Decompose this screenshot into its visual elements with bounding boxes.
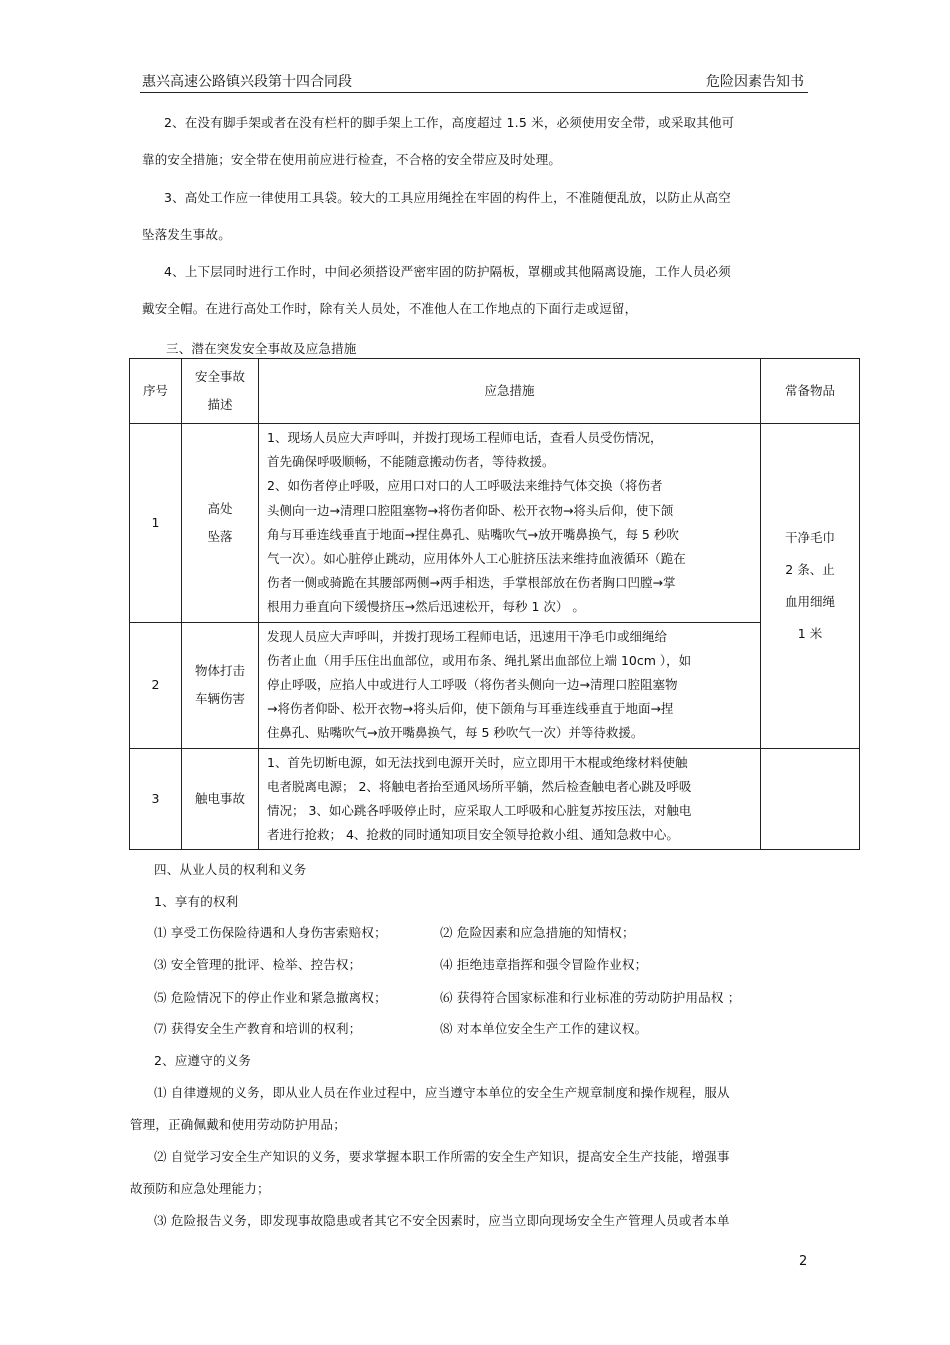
accident-description — [182, 424, 259, 623]
duty-line: ⑴ 自律遵规的义务，即从业人员在作业过程中，应当遵守本单位的安全生产规章制度和操作规程，服从 — [154, 1085, 730, 1100]
accident-description-line: 物体打击 — [194, 663, 245, 679]
measure-line: 气一次）。如心脏停止跳动，应用体外人工心脏挤压法来维持血液循环（跪在 — [267, 551, 686, 567]
measure-line: 伤者止血（用手压住出血部位，或用布条、绳扎紧出血部位上端 10cm ），如 — [267, 652, 692, 668]
accident-description-line: 车辆伤害 — [194, 691, 245, 707]
measure-line: 发现人员应大声呼叫，并拨打现场工程师电话，迅速用干净毛巾或细绳给 — [267, 628, 668, 644]
intro-line: 3、高处工作应一律使用工具袋。较大的工具应用绳拴在牢固的构件上，不准随便乱放，以防止从高空 — [164, 190, 731, 205]
intro-line: 坠落发生事故。 — [142, 227, 231, 242]
right-item: ⑶ 安全管理的批评、检举、控告权； — [154, 957, 362, 972]
measure-line: 根用力垂直向下缓慢挤压→然后迅速松开，每秒 1 次） 。 — [267, 599, 585, 615]
measure-line: 角与耳垂连线垂直于地面→捏住鼻孔、贴嘴吹气→放开嘴鼻换气，每 5 秒吹 — [267, 526, 679, 542]
standby-supplies — [761, 424, 860, 749]
measure-line: →将伤者仰卧、松开衣物→将头后仰，使下颌角与耳垂连线垂直于地面→捏 — [267, 701, 674, 717]
supplies-line: 2 条、止 — [785, 561, 835, 577]
supplies-line: 干净毛巾 — [784, 529, 835, 545]
accident-description-line: 高处 — [207, 500, 233, 516]
intro-line: 2、在没有脚手架或者在没有栏杆的脚手架上工作，高度超过 1.5 米，必须使用安全带，或采取其他可 — [164, 115, 735, 130]
measure-line: 1、首先切断电源，如无法找到电源开关时，应立即用干木棍或绝缘材料使触 — [267, 754, 688, 770]
measure-line: 1、现场人员应大声呼叫，并拨打现场工程师电话，查看人员受伤情况， — [267, 430, 663, 445]
section-title: 三、潜在突发安全事故及应急措施 — [166, 341, 357, 356]
accident-description — [182, 622, 259, 748]
col-header-desc — [182, 359, 259, 424]
row-number: 3 — [130, 748, 182, 850]
col-header-desc-line1: 安全事故 — [194, 369, 245, 384]
col-header-desc-line2: 描述 — [207, 397, 233, 412]
duty-line: ⑶ 危险报告义务，即发现事故隐患或者其它不安全因素时，应当立即向现场安全生产管理人员或者本单 — [154, 1213, 730, 1228]
measure-line: 情况； 3、如心跳各呼吸停止时，应采取人工呼吸和心脏复苏按压法，对触电 — [267, 803, 692, 819]
measure-line: 头侧向一边→清理口腔阻塞物→将伤者仰卧、松开衣物→将头后仰，使下颌 — [267, 502, 674, 518]
section-title: 四、从业人员的权利和义务 — [154, 862, 307, 877]
measure-line: 电者脱离电源； 2、将触电者抬至通风场所平躺，然后检查触电者心跳及呼吸 — [267, 778, 692, 794]
accident-description-line: 坠落 — [207, 528, 233, 544]
right-item: ⑴ 享受工伤保险待遇和人身伤害索赔权； — [154, 925, 387, 940]
col-header-measures: 应急措施 — [259, 359, 761, 424]
subsection-title: 1、享有的权利 — [154, 894, 239, 909]
duty-line: 故预防和应急处理能力； — [130, 1181, 270, 1196]
right-item: ⑸ 危险情况下的停止作业和紧急撤离权； — [154, 990, 387, 1005]
intro-line: 靠的安全措施；安全带在使用前应进行检查，不合格的安全带应及时处理。 — [142, 152, 562, 167]
accident-description — [182, 748, 259, 850]
right-item: ⑺ 获得安全生产教育和培训的权利； — [154, 1021, 362, 1036]
right-item: ⑵ 危险因素和应急措施的知情权； — [440, 925, 635, 940]
emergency-measures-table — [129, 358, 860, 850]
intro-line: 4、上下层同时进行工作时，中间必须搭设严密牢固的防护隔板，罩棚或其他隔离设施，工作人员必须 — [164, 264, 731, 279]
col-header-no: 序号 — [130, 359, 182, 424]
table-row — [130, 622, 860, 748]
table-row — [130, 424, 860, 623]
table-header-row — [130, 359, 860, 424]
measure-line: 者进行抢救； 4、抢救的同时通知项目安全领导抢救小组、通知急救中心。 — [267, 827, 679, 843]
duty-line: ⑵ 自觉学习安全生产知识的义务，要求掌握本职工作所需的安全生产知识，提高安全生产技能，增强事 — [154, 1149, 730, 1164]
measure-line: 停止呼吸，应掐人中或进行人工呼吸（将伤者头侧向一边→清理口腔阻塞物 — [267, 677, 678, 693]
emergency-measures — [259, 622, 761, 748]
intro-line: 戴安全帽。在进行高处工作时，除有关人员处，不准他人在工作地点的下面行走或逗留， — [142, 301, 638, 316]
right-item: ⑹ 获得符合国家标准和行业标准的劳动防护用品权 ； — [440, 990, 741, 1005]
supplies-line: 血用细绳 — [784, 593, 835, 609]
header-rule — [140, 92, 808, 93]
header-project-title: 惠兴高速公路镇兴段第十四合同段 — [142, 74, 352, 90]
table-row — [130, 748, 860, 850]
emergency-measures — [259, 748, 761, 850]
measure-line: 首先确保呼吸顺畅，不能随意搬动伤者，等待救援。 — [267, 454, 555, 470]
subsection-title: 2、应遵守的义务 — [154, 1053, 252, 1068]
col-header-goods: 常备物品 — [761, 359, 860, 424]
supplies-line: 1 米 — [797, 625, 823, 641]
duty-line: 管理，正确佩戴和使用劳动防护用品； — [130, 1117, 346, 1132]
right-item: ⑷ 拒绝违章指挥和强令冒险作业权； — [440, 957, 648, 972]
measure-line: 2、如伤者停止呼吸，应用口对口的人工呼吸法来维持气体交换（将伤者 — [267, 478, 663, 494]
row-number: 1 — [130, 424, 182, 623]
accident-description-line: 触电事故 — [194, 791, 245, 807]
measure-line: 住鼻孔、贴嘴吹气→放开嘴鼻换气，每 5 秒吹气一次）并等待救援。 — [267, 725, 644, 741]
row-number: 2 — [130, 622, 182, 748]
standby-supplies-empty — [761, 748, 860, 850]
emergency-measures — [259, 424, 761, 623]
header-document-title: 危险因素告知书 — [706, 74, 804, 90]
page-number: 2 — [799, 1254, 808, 1269]
measure-line: 伤者一侧或骑跪在其腰部两侧→两手相迭，手掌根部放在伤者胸口凹膛→掌 — [267, 575, 676, 591]
right-item: ⑻ 对本单位安全生产工作的建议权。 — [440, 1021, 648, 1036]
